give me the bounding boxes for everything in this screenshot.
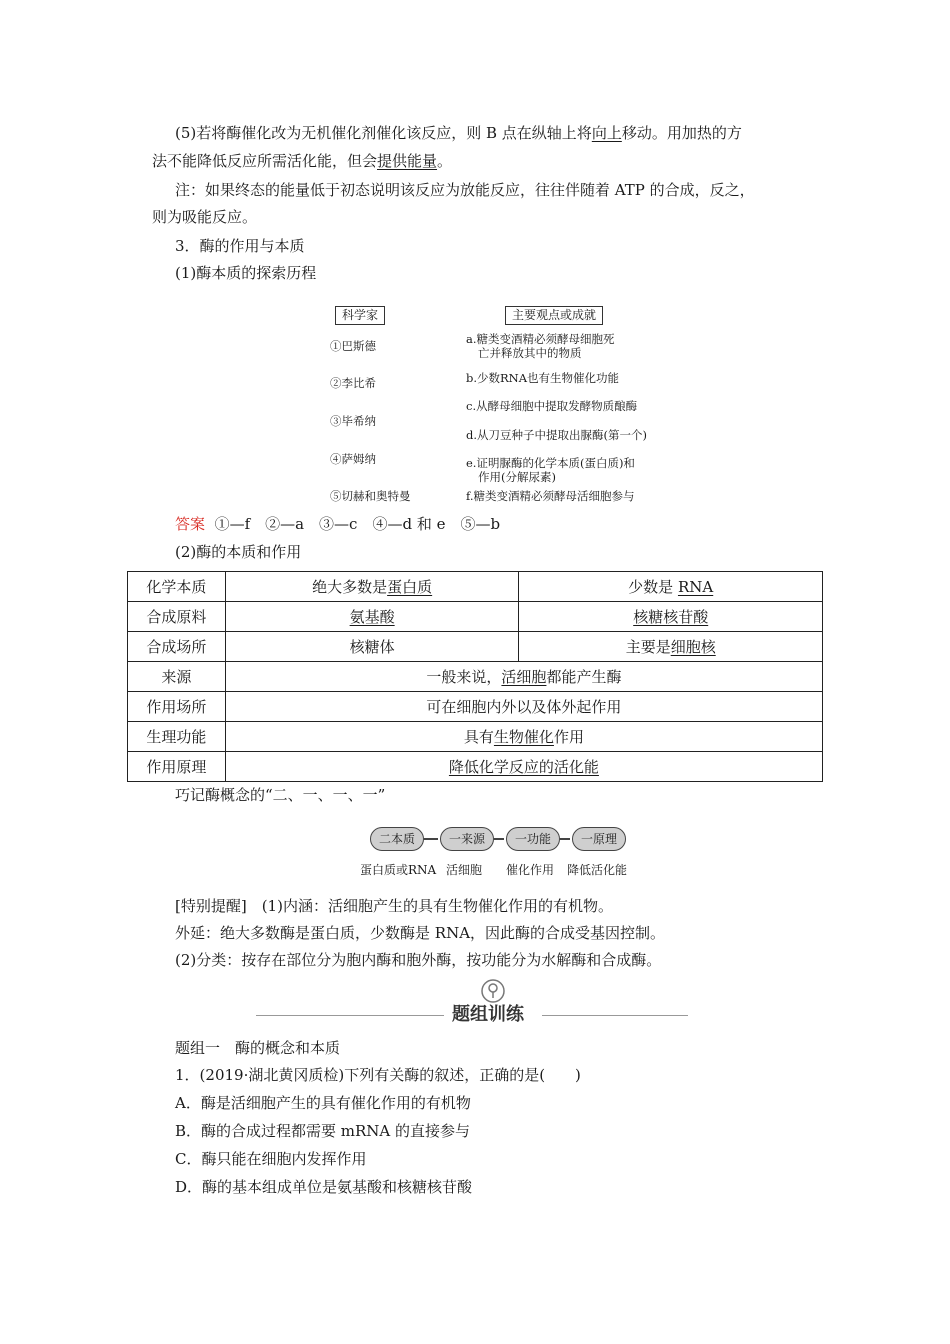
oval-label-4: 降低活化能	[567, 863, 628, 877]
achievement-e: e.证明脲酶的化学本质(蛋白质)和 作用(分解尿素)	[466, 456, 635, 484]
note-line2: 则为吸能反应。	[152, 208, 258, 226]
para5-line1: (5)若将酶催化改为无机催化剂催化该反应，则 B 点在纵轴上将向上移动。用加热的方	[175, 124, 742, 142]
enzyme-table	[127, 571, 823, 782]
table-row	[128, 692, 823, 722]
oval-label-2: 活细胞	[446, 863, 483, 877]
row-head: 合成场所	[128, 632, 226, 662]
sub2-title: (2)酶的本质和作用	[175, 543, 302, 561]
option-a: A．酶是活细胞产生的具有催化作用的有机物	[175, 1094, 471, 1112]
achievement-a: a.糖类变酒精必须酵母细胞死 亡并释放其中的物质	[466, 332, 615, 360]
lightbulb-icon	[480, 978, 506, 1004]
row-head: 合成原料	[128, 602, 226, 632]
row-head: 来源	[128, 662, 226, 692]
oval-1: 二本质	[370, 827, 424, 851]
achievement-c: c.从酵母细胞中提取发酵物质酿酶	[466, 399, 638, 413]
underlined-answer: 提供能量	[377, 152, 438, 170]
merged-cell: 一般来说，活细胞都能产生酶	[225, 662, 822, 692]
table-row	[128, 602, 823, 632]
divider-right	[542, 1015, 688, 1016]
table-row	[128, 662, 823, 692]
option-b: B．酶的合成过程都需要 mRNA 的直接参与	[175, 1122, 471, 1140]
connector	[494, 838, 504, 840]
scientist-2: ②李比希	[330, 376, 376, 390]
left-header: 科学家	[335, 306, 385, 325]
merged-cell: 具有生物催化作用	[225, 722, 822, 752]
section3-sub1: (1)酶本质的探索历程	[175, 264, 317, 282]
row-head: 作用原理	[128, 752, 226, 782]
cell-majority: 核糖体	[225, 632, 519, 662]
scientist-1: ①巴斯德	[330, 339, 376, 353]
table-row	[128, 752, 823, 782]
scientist-5: ⑤切赫和奥特曼	[330, 489, 411, 503]
oval-label-3: 催化作用	[506, 863, 555, 877]
mnemonic-title: 巧记酶概念的“二、一、一、一”	[175, 786, 386, 804]
table-row	[128, 572, 823, 602]
merged-cell: 降低化学反应的活化能	[225, 752, 822, 782]
achievement-d: d.从刀豆种子中提取出脲酶(第一个)	[466, 428, 647, 442]
scientist-3: ③毕希纳	[330, 414, 376, 428]
merged-cell: 可在细胞内外以及体外起作用	[225, 692, 822, 722]
row-head: 生理功能	[128, 722, 226, 752]
oval-label-1: 蛋白质或RNA	[360, 863, 437, 877]
answer-label: 答案	[175, 515, 206, 533]
cell-majority: 绝大多数是蛋白质	[225, 572, 519, 602]
oval-2: 一来源	[440, 827, 494, 851]
tip-line1: [特别提醒] (1)内涵：活细胞产生的具有生物催化作用的有机物。	[175, 897, 613, 915]
tip-line3: (2)分类：按存在部位分为胞内酶和胞外酶，按功能分为水解酶和合成酶。	[175, 951, 662, 969]
para5-line2: 法不能降低反应所需活化能，但会提供能量。	[152, 152, 453, 170]
achievement-b: b.少数RNA也有生物催化功能	[466, 371, 620, 385]
option-c: C．酶只能在细胞内发挥作用	[175, 1150, 367, 1168]
cell-minority: 少数是 RNA	[519, 572, 823, 602]
row-head: 化学本质	[128, 572, 226, 602]
divider-left	[256, 1015, 444, 1016]
tip-line2: 外延：绝大多数酶是蛋白质，少数酶是 RNA，因此酶的合成受基因控制。	[175, 924, 666, 942]
oval-3: 一功能	[506, 827, 560, 851]
cell-majority: 氨基酸	[225, 602, 519, 632]
cell-minority: 核糖核苷酸	[519, 602, 823, 632]
table-row	[128, 632, 823, 662]
connector	[424, 838, 438, 840]
achievement-f: f.糖类变酒精必须酵母活细胞参与	[466, 489, 635, 503]
scientist-4: ④萨姆纳	[330, 452, 376, 466]
connector	[560, 838, 570, 840]
section3-title: 3．酶的作用与本质	[175, 237, 305, 255]
underlined-answer: 向上	[591, 124, 622, 142]
row-head: 作用场所	[128, 692, 226, 722]
note-line1: 注：如果终态的能量低于初态说明该反应为放能反应，往往伴随着 ATP 的合成，反之，	[175, 181, 755, 199]
training-title: 题组训练	[452, 1004, 524, 1025]
table-row	[128, 722, 823, 752]
cell-minority: 主要是细胞核	[519, 632, 823, 662]
question1-stem: 1．(2019·湖北黄冈质检)下列有关酶的叙述，正确的是( )	[175, 1066, 581, 1084]
answer-text: ①—f ②—a ③—c ④—d 和 e ⑤—b	[214, 515, 501, 533]
option-d: D．酶的基本组成单位是氨基酸和核糖核苷酸	[175, 1178, 473, 1196]
oval-4: 一原理	[572, 827, 626, 851]
right-header: 主要观点或成就	[505, 306, 603, 325]
answer-line	[175, 511, 950, 537]
group1-title: 题组一 酶的概念和本质	[175, 1039, 341, 1057]
